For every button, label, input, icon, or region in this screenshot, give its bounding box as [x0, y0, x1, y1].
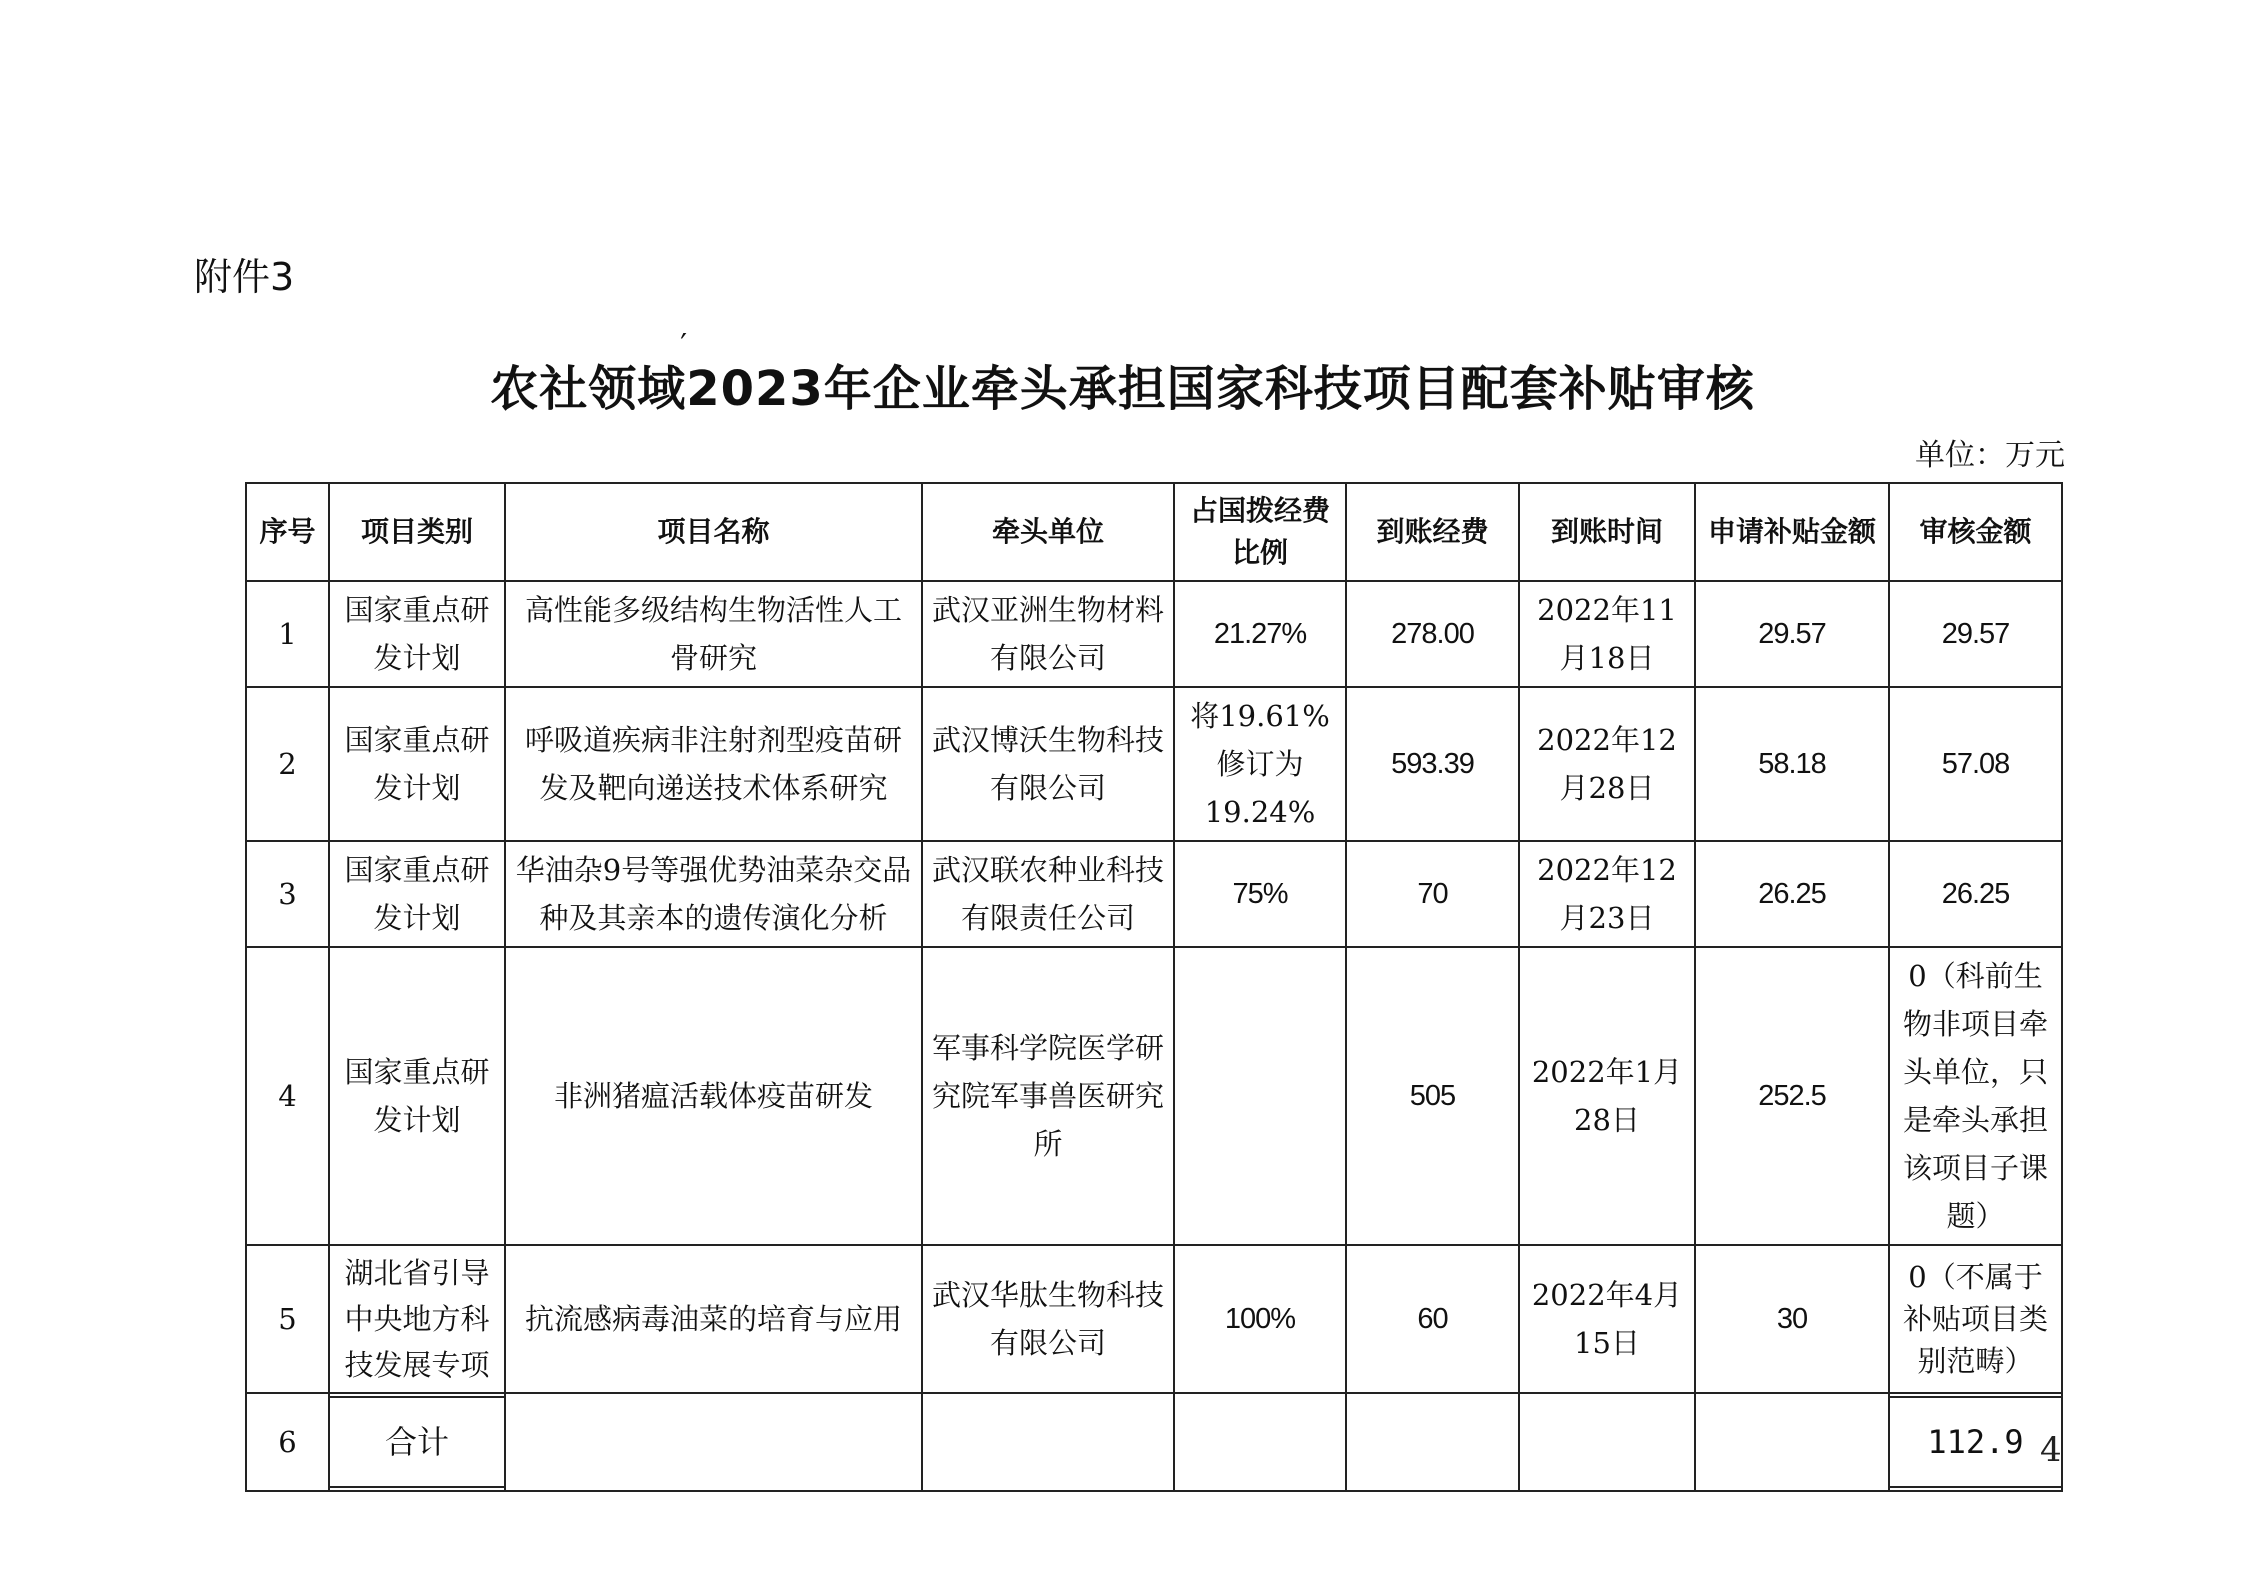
cell-ratio: 75%: [1174, 841, 1346, 947]
title-prefix: 农社领域: [490, 361, 687, 417]
header-row: [246, 483, 2062, 581]
cell-received: 278.00: [1346, 581, 1519, 687]
header-name: 项目名称: [505, 483, 922, 581]
empty-cell: [505, 1393, 922, 1491]
header-lead-unit: 牵头单位: [922, 483, 1174, 581]
cell-received: 70: [1346, 841, 1519, 947]
header-approved: 审核金额: [1889, 483, 2062, 581]
cell-approved: 26.25: [1889, 841, 2062, 947]
cell-seq: 1: [246, 581, 329, 687]
cell-requested: 252.5: [1695, 947, 1889, 1245]
document-title: [0, 328, 2245, 419]
cell-seq: 3: [246, 841, 329, 947]
cell-requested: 29.57: [1695, 581, 1889, 687]
table-row: [246, 841, 2062, 947]
cell-category: 国家重点研发计划: [329, 581, 505, 687]
header-category: 项目类别: [329, 483, 505, 581]
cell-lead-unit: 武汉华肽生物科技有限公司: [922, 1245, 1174, 1393]
unit-label: 单位：万元: [1915, 438, 2065, 473]
cell-lead-unit: 武汉联农种业科技有限责任公司: [922, 841, 1174, 947]
empty-cell: [1346, 1393, 1519, 1491]
cell-received-time: 2022年4月15日: [1519, 1245, 1695, 1393]
cell-lead-unit: 武汉亚洲生物材料有限公司: [922, 581, 1174, 687]
cell-requested: 30: [1695, 1245, 1889, 1393]
cell-approved: 57.08: [1889, 687, 2062, 841]
cell-category: 国家重点研发计划: [329, 687, 505, 841]
page-number: 4: [2040, 1430, 2062, 1470]
empty-cell: [1519, 1393, 1695, 1491]
cell-ratio: [1174, 947, 1346, 1245]
header-ratio-line1: 占国拨经费: [1189, 494, 1330, 527]
table-row: [246, 687, 2062, 841]
cell-approved: 29.57: [1889, 581, 2062, 687]
header-seq: 序号: [246, 483, 329, 581]
cell-received-time: 2022年11月18日: [1519, 581, 1695, 687]
cell-category: 国家重点研发计划: [329, 841, 505, 947]
cell-received-time: 2022年12月23日: [1519, 841, 1695, 947]
header-ratio-line2: 比例: [1231, 536, 1288, 569]
empty-cell: [1695, 1393, 1889, 1491]
header-requested: 申请补贴金额: [1695, 483, 1889, 581]
total-row: [246, 1393, 2062, 1491]
cell-category: 国家重点研发计划: [329, 947, 505, 1245]
cell-seq: 5: [246, 1245, 329, 1393]
header-received-time: 到账时间: [1519, 483, 1695, 581]
cell-ratio: 21.27%: [1174, 581, 1346, 687]
cell-lead-unit: 军事科学院医学研究院军事兽医研究所: [922, 947, 1174, 1245]
empty-cell: [922, 1393, 1174, 1491]
cell-name: 非洲猪瘟活载体疫苗研发: [505, 947, 922, 1245]
cell-approved: 0（科前生物非项目牵头单位，只是牵头承担该项目子课题）: [1889, 947, 2062, 1245]
table-row: [246, 581, 2062, 687]
cell-approved: 0（不属于补贴项目类别范畴）: [1889, 1245, 2062, 1393]
cell-received-time: 2022年1月28日: [1519, 947, 1695, 1245]
table-row: [246, 1245, 2062, 1393]
cell-received: 593.39: [1346, 687, 1519, 841]
cell-seq: 2: [246, 687, 329, 841]
title-tick-mark: ′: [680, 328, 689, 363]
audit-table: [245, 482, 2063, 1492]
cell-name: 抗流感病毒油菜的培育与应用: [505, 1245, 922, 1393]
cell-ratio: 将19.61%修订为19.24%: [1174, 687, 1346, 841]
cell-name: 高性能多级结构生物活性人工骨研究: [505, 581, 922, 687]
total-label-cell: [329, 1393, 505, 1491]
total-approved-cell: [1889, 1393, 2062, 1491]
cell-received-time: 2022年12月28日: [1519, 687, 1695, 841]
total-approved: 112.9: [1889, 1396, 2062, 1488]
header-received: 到账经费: [1346, 483, 1519, 581]
cell-seq: 6: [246, 1393, 329, 1491]
cell-requested: 58.18: [1695, 687, 1889, 841]
cell-lead-unit: 武汉博沃生物科技有限公司: [922, 687, 1174, 841]
cell-requested: 26.25: [1695, 841, 1889, 947]
header-ratio: [1174, 483, 1346, 581]
cell-ratio: 100%: [1174, 1245, 1346, 1393]
cell-received: 505: [1346, 947, 1519, 1245]
cell-name: 呼吸道疾病非注射剂型疫苗研发及靶向递送技术体系研究: [505, 687, 922, 841]
attachment-label: 附件3: [194, 255, 295, 299]
table-row: [246, 947, 2062, 1245]
cell-received: 60: [1346, 1245, 1519, 1393]
title-suffix: 2023年企业牵头承担国家科技项目配套补贴审核: [686, 361, 1755, 417]
cell-name: 华油杂9号等强优势油菜杂交品种及其亲本的遗传演化分析: [505, 841, 922, 947]
total-label: 合计: [329, 1396, 505, 1488]
empty-cell: [1174, 1393, 1346, 1491]
cell-seq: 4: [246, 947, 329, 1245]
cell-category: 湖北省引导中央地方科技发展专项: [329, 1245, 505, 1393]
